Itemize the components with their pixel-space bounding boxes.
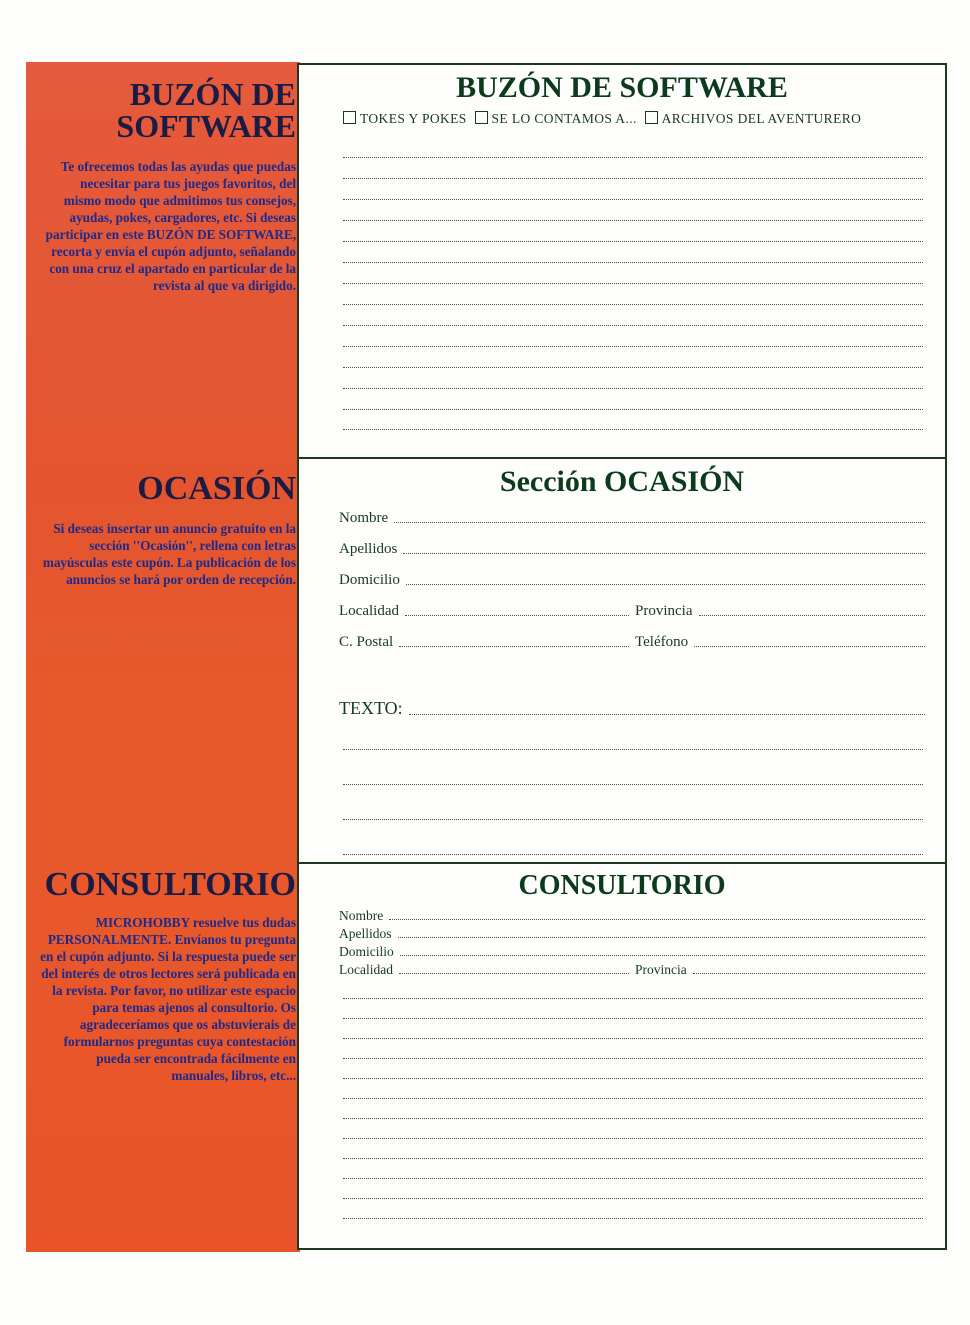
consultorio-domicilio-field[interactable]: Domicilio (339, 944, 925, 960)
write-line[interactable] (343, 262, 923, 263)
sidebar-consultorio (40, 868, 296, 1084)
ocasion-texto-field[interactable]: TEXTO: (339, 699, 925, 719)
ocasion-form (297, 457, 947, 865)
write-line[interactable] (343, 749, 923, 750)
write-line[interactable] (343, 283, 923, 284)
write-line[interactable] (343, 1098, 923, 1099)
ocasion-cpostal-field[interactable]: C. Postal (339, 634, 629, 651)
consultorio-form (297, 862, 947, 1250)
sidebar-ocasion-text: Si deseas insertar un anuncio gratuito en la sección ''Ocasión'', rellena con letras mayúsculas este cupón. La publicación de los anuncios se hará por orden de recepción. (42, 521, 296, 587)
ocasion-cpostal-row (339, 631, 925, 651)
consultorio-nombre-field[interactable]: Nombre (339, 908, 925, 924)
sidebar-buzon-title: BUZÓN DE SOFTWARE (116, 76, 296, 144)
write-line[interactable] (343, 1138, 923, 1139)
ocasion-telefono-field[interactable]: Teléfono (635, 634, 925, 651)
sidebar-ocasion (40, 472, 296, 588)
write-line[interactable] (343, 1038, 923, 1039)
option-tokes-checkbox[interactable]: TOKES Y POKES (343, 111, 467, 126)
ocasion-domicilio-field[interactable]: Domicilio (339, 569, 925, 589)
ocasion-nombre-field[interactable]: Nombre (339, 507, 925, 527)
sidebar-buzon-text: Te ofrecemos todas las ayudas que puedas necesitar para tus juegos favoritos, del mismo modo que admitimos tus consejos, ayudas, pokes, cargadores, etc. Si deseas participar en este BUZÓN DE SOFTWARE, recorta y envía el cupón adjunto, señalando con una cruz el apartado en particular de la revista al que va dirigido. (45, 159, 296, 293)
consultorio-apellidos-field[interactable]: Apellidos (339, 926, 925, 942)
option-archivos-checkbox[interactable]: ARCHIVOS DEL AVENTURERO (645, 111, 862, 126)
ocasion-provincia-field[interactable]: Provincia (635, 603, 925, 620)
sidebar-ocasion-title: OCASIÓN (137, 470, 296, 507)
write-line[interactable] (343, 346, 923, 347)
write-line[interactable] (343, 1178, 923, 1179)
consultorio-localidad-row (339, 962, 925, 978)
write-line[interactable] (343, 429, 923, 430)
write-line[interactable] (343, 1058, 923, 1059)
ocasion-localidad-row (339, 600, 925, 620)
write-line[interactable] (343, 409, 923, 410)
write-line[interactable] (343, 388, 923, 389)
ocasion-localidad-field[interactable]: Localidad (339, 603, 629, 620)
write-line[interactable] (343, 178, 923, 179)
write-line[interactable] (343, 1018, 923, 1019)
write-line[interactable] (343, 367, 923, 368)
sidebar-consultorio-title: CONSULTORIO (44, 866, 296, 903)
write-line[interactable] (343, 1158, 923, 1159)
write-line[interactable] (343, 325, 923, 326)
consultorio-form-title: CONSULTORIO (518, 870, 726, 901)
write-line[interactable] (343, 784, 923, 785)
buzon-form (297, 63, 947, 459)
write-line[interactable] (343, 998, 923, 999)
write-line[interactable] (343, 1198, 923, 1199)
write-line[interactable] (343, 1218, 923, 1219)
write-line[interactable] (343, 1118, 923, 1119)
sidebar-consultorio-text: MICROHOBBY resuelve tus dudas PERSONALMENTE. Envíanos tu pregunta en el cupón adjunto. Si la respuesta puede ser del interés de otros lectores será publicada en la revista. Por favor, no utilizar este espacio para temas ajenos al consultorio. Os agradeceríamos que os abstuvierais de formularnos preguntas cuya contestación pueda ser encontrada fácilmente en manuales, libros, etc... (40, 915, 296, 1083)
write-line[interactable] (343, 854, 923, 855)
buzon-options (299, 111, 945, 127)
ocasion-form-title: Sección OCASIÓN (499, 465, 745, 498)
consultorio-provincia-field[interactable]: Provincia (635, 962, 925, 978)
checkbox-icon (645, 111, 658, 124)
write-line[interactable] (343, 819, 923, 820)
buzon-form-title: BUZÓN DE SOFTWARE (456, 71, 788, 104)
write-line[interactable] (343, 199, 923, 200)
consultorio-localidad-field[interactable]: Localidad (339, 962, 629, 978)
write-line[interactable] (343, 1078, 923, 1079)
write-line[interactable] (343, 220, 923, 221)
checkbox-icon (343, 111, 356, 124)
sidebar-buzon (40, 78, 296, 294)
write-line[interactable] (343, 157, 923, 158)
write-line[interactable] (343, 304, 923, 305)
checkbox-icon (475, 111, 488, 124)
ocasion-apellidos-field[interactable]: Apellidos (339, 538, 925, 558)
option-contamos-checkbox[interactable]: SE LO CONTAMOS A... (475, 111, 637, 126)
write-line[interactable] (343, 241, 923, 242)
